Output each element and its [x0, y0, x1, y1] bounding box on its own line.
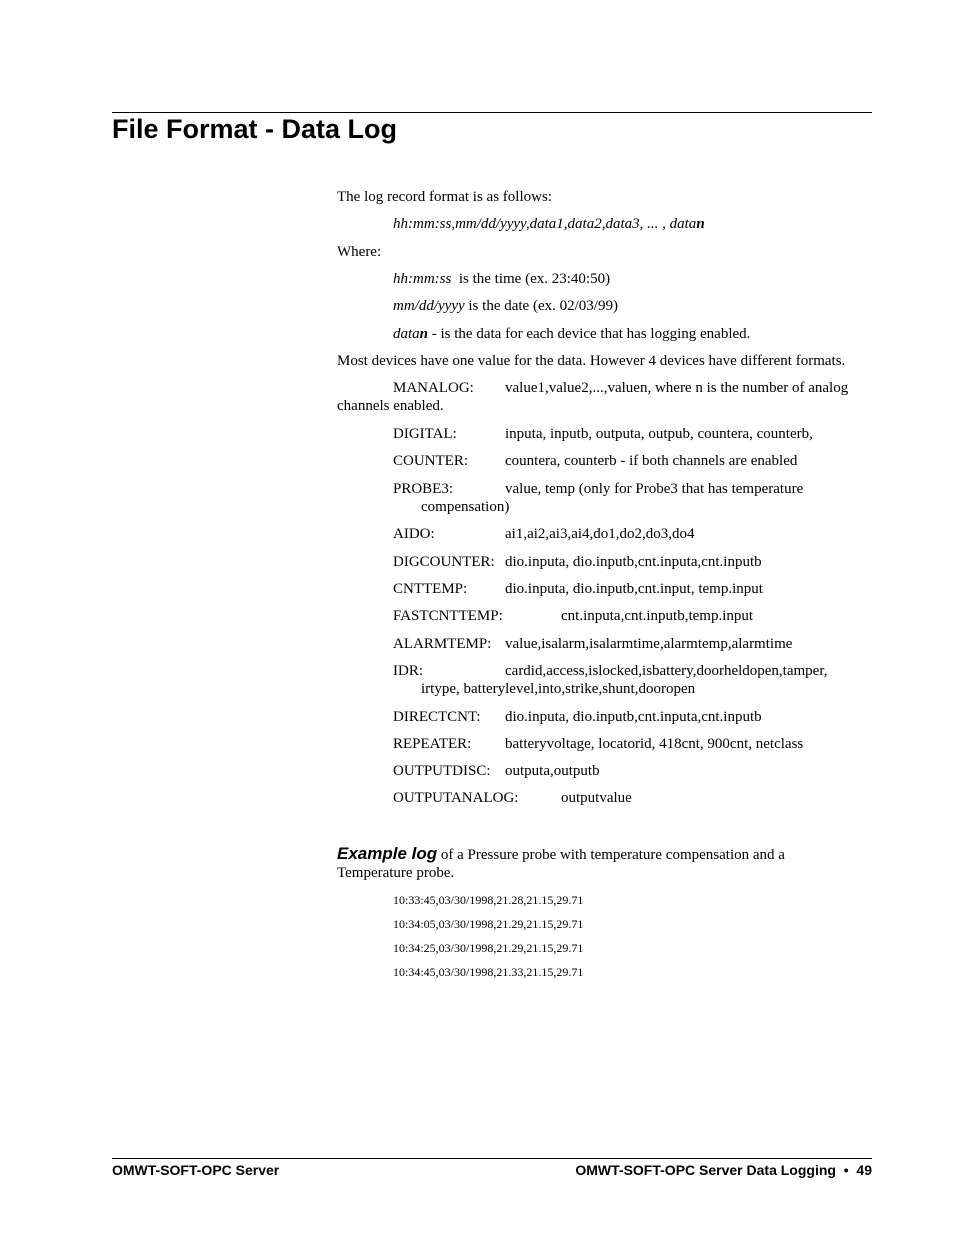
device-label: DIRECTCNT: — [393, 709, 481, 725]
device-value: value,isalarm,isalarmtime,alarmtemp,alarmtime — [505, 636, 793, 652]
log-line: 10:34:45,03/30/1998,21.33,21.15,29.71 — [393, 965, 584, 979]
device-idr — [393, 662, 827, 698]
log-line: 10:33:45,03/30/1998,21.28,21.15,29.71 — [393, 893, 584, 907]
device-directcnt — [393, 708, 762, 726]
device-value: value, temp (only for Probe3 that has temperature — [505, 481, 804, 497]
device-value-continued: compensation) — [421, 499, 510, 515]
format-line — [393, 215, 705, 233]
def-data-term-bold: n — [419, 326, 429, 342]
device-outputdisc — [393, 762, 600, 780]
example-paragraph — [337, 845, 827, 882]
def-date — [393, 297, 618, 315]
def-data-term: data — [393, 326, 420, 342]
intro-text: The log record format is as follows: — [337, 189, 552, 205]
page-number: 49 — [856, 1162, 872, 1178]
device-digital — [393, 425, 813, 443]
device-value: dio.inputa, dio.inputb,cnt.inputa,cnt.inputb — [505, 709, 762, 725]
format-prefix: hh:mm:ss,mm/dd/yyyy,data1,data2,data3, ... , data — [393, 216, 697, 232]
footer-left: OMWT-SOFT-OPC Server — [112, 1162, 280, 1178]
device-label: DIGITAL: — [393, 426, 457, 442]
device-cnttemp — [393, 580, 763, 598]
device-label: OUTPUTDISC: — [393, 763, 491, 779]
device-label: OUTPUTANALOG: — [393, 790, 519, 806]
def-data-desc: - is the data for each device that has logging enabled. — [428, 326, 751, 342]
device-label: REPEATER: — [393, 736, 472, 752]
def-time — [393, 270, 610, 288]
device-value: cnt.inputa,cnt.inputb,temp.input — [561, 608, 754, 624]
format-suffix: n — [696, 216, 705, 232]
def-time-term: hh:mm:ss — [393, 271, 452, 287]
page-title: File Format - Data Log — [112, 114, 398, 144]
log-line: 10:34:05,03/30/1998,21.29,21.15,29.71 — [393, 917, 584, 931]
def-date-term: mm/dd/yyyy — [393, 298, 465, 314]
device-value: ai1,ai2,ai3,ai4,do1,do2,do3,do4 — [505, 526, 695, 542]
device-value: dio.inputa, dio.inputb,cnt.input, temp.input — [505, 581, 763, 597]
device-label: COUNTER: — [393, 453, 468, 469]
device-value: inputa, inputb, outputa, outpub, countera, counterb, — [505, 426, 813, 442]
most-devices-text: Most devices have one value for the data. However 4 devices have different formats. — [337, 353, 846, 369]
footer-section: OMWT-SOFT-OPC Server Data Logging — [575, 1162, 836, 1178]
device-outputanalog — [393, 789, 632, 807]
device-value: countera, counterb - if both channels are enabled — [505, 453, 798, 469]
device-label: DIGCOUNTER: — [393, 554, 495, 570]
top-rule — [112, 112, 872, 113]
device-value: dio.inputa, dio.inputb,cnt.inputa,cnt.inputb — [505, 554, 762, 570]
def-date-desc: is the date (ex. 02/03/99) — [464, 298, 618, 314]
device-label: CNTTEMP: — [393, 581, 468, 597]
footer-bullet: • — [843, 1162, 849, 1178]
manalog-text: value1,value2,...,valuen, where n is the number of analog channels enabled. — [337, 380, 849, 414]
device-value: batteryvoltage, locatorid, 418cnt, 900cnt, netclass — [505, 736, 804, 752]
device-label: IDR: — [393, 663, 423, 679]
where-label: Where: — [337, 244, 382, 260]
device-probe3 — [393, 480, 803, 516]
footer-right — [575, 1161, 872, 1179]
device-counter — [393, 452, 797, 470]
manalog-entry — [337, 379, 872, 415]
device-label: PROBE3: — [393, 481, 454, 497]
device-label: ALARMTEMP: — [393, 636, 492, 652]
device-value: cardid,access,islocked,isbattery,doorheldopen,tamper, — [505, 663, 828, 679]
device-repeater — [393, 735, 803, 753]
example-text: of a Pressure probe with temperature compensation and a Temperature probe. — [337, 847, 785, 881]
device-label: AIDO: — [393, 526, 435, 542]
device-aido — [393, 525, 695, 543]
device-digcounter — [393, 553, 762, 571]
bottom-rule — [112, 1158, 872, 1159]
log-line: 10:34:25,03/30/1998,21.29,21.15,29.71 — [393, 941, 584, 955]
device-value-continued: irtype, batterylevel,into,strike,shunt,dooropen — [421, 681, 696, 697]
def-data — [393, 325, 750, 343]
device-label: FASTCNTTEMP: — [393, 608, 503, 624]
device-fastcnttemp — [393, 607, 753, 625]
example-heading: Example log — [337, 844, 438, 863]
device-alarmtemp — [393, 635, 792, 653]
manalog-label: MANALOG: — [393, 380, 474, 396]
device-value: outputvalue — [561, 790, 632, 806]
device-value: outputa,outputb — [505, 763, 600, 779]
def-time-desc: is the time (ex. 23:40:50) — [451, 271, 611, 287]
